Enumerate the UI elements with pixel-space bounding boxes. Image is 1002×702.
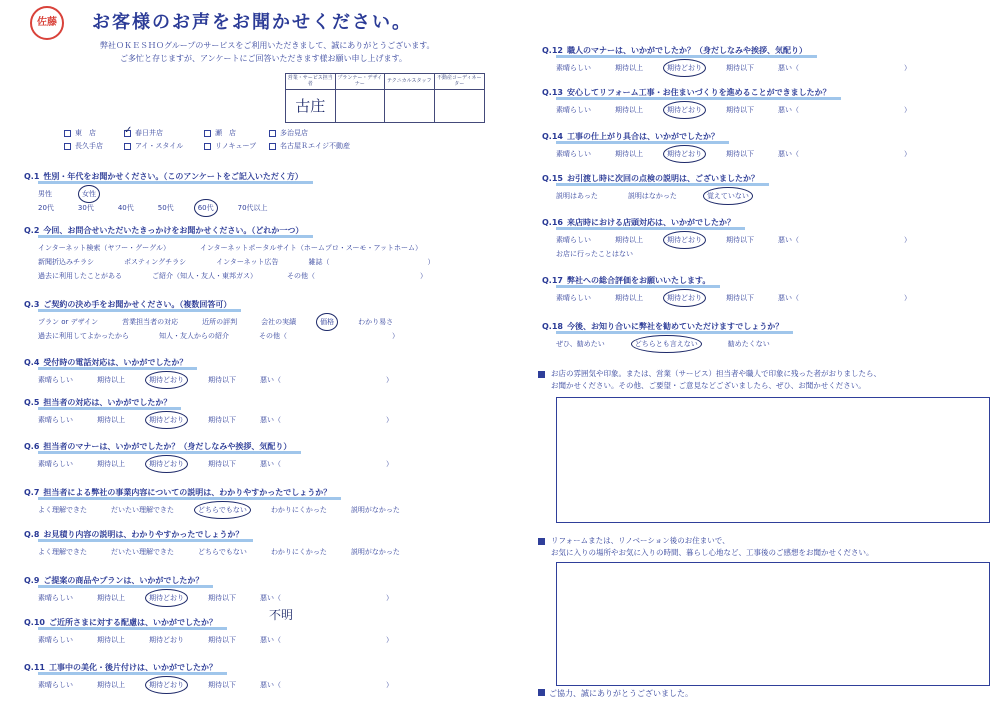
question-text: 今後、お知り合いに弊社を勧めていただけますでしょうか？: [566, 322, 784, 331]
answer-option[interactable]: 期待以下: [726, 64, 754, 72]
question-title: [542, 131, 723, 142]
question-text: ご提案の商品やプランは、いかがでしたか？: [43, 576, 204, 585]
store-option[interactable]: [124, 128, 204, 138]
answer-option[interactable]: 素晴らしい: [38, 460, 73, 468]
question-q17: [542, 268, 935, 303]
answer-option[interactable]: 期待どおり: [149, 376, 184, 384]
answer-option[interactable]: 期待どおり: [149, 681, 184, 689]
checkbox-icon[interactable]: [269, 143, 276, 150]
question-title: [542, 173, 763, 184]
answer-option[interactable]: 期待以下: [208, 681, 236, 689]
answer-option[interactable]: 雑誌（ ）: [308, 258, 435, 266]
answer-option[interactable]: だいたい理解できた: [111, 548, 174, 556]
answer-option[interactable]: 素晴らしい: [38, 681, 73, 689]
name-stamp: [30, 6, 64, 40]
store-label: アイ・スタイル: [135, 142, 184, 150]
question-q7: [24, 480, 424, 515]
question-text: 性別・年代をお聞かせください。（このアンケートをご記入いただく方）: [43, 172, 303, 181]
comment-section-2: [538, 535, 874, 559]
answer-option[interactable]: 70代以上: [237, 204, 268, 212]
staff-header: プランナー・デザイナー: [336, 74, 386, 90]
answer-option[interactable]: 期待どおり: [667, 106, 702, 114]
bullet-square-icon: [538, 538, 545, 545]
question-q3: [24, 292, 429, 341]
question-text: 工事中の美化・後片付けは、いかがでしたか？: [48, 663, 217, 672]
answer-option[interactable]: 会社の実績: [261, 318, 297, 326]
store-option[interactable]: [269, 128, 369, 138]
question-q13: [542, 80, 935, 115]
store-label: 春日井店: [135, 129, 163, 137]
store-checklist: [64, 128, 394, 151]
checkbox-icon[interactable]: [204, 130, 211, 137]
answer-option[interactable]: 素晴らしい: [38, 636, 73, 644]
question-text: 安心してリフォーム工事・お住まいづくりを進めることができましたか？: [566, 88, 831, 97]
answer-option[interactable]: 説明はあった: [556, 192, 598, 200]
answer-option[interactable]: 悪い（ ）: [778, 106, 911, 114]
answer-option[interactable]: 悪い（ ）: [260, 594, 393, 602]
answer-option[interactable]: わかりにくかった: [270, 506, 327, 514]
question-title: [24, 441, 295, 452]
answer-option[interactable]: ご紹介（知人・友人・東邦ガス）: [152, 272, 257, 280]
question-number: Q.9: [24, 576, 40, 585]
options-row: [542, 249, 935, 259]
answer-option[interactable]: 悪い（ ）: [260, 376, 393, 384]
options-row: [24, 375, 417, 385]
answer-option[interactable]: 素晴らしい: [556, 64, 591, 72]
answer-option[interactable]: 悪い（ ）: [778, 150, 911, 158]
answer-option[interactable]: 素晴らしい: [556, 106, 591, 114]
question-number: Q.6: [24, 442, 40, 451]
answer-option[interactable]: 素晴らしい: [556, 294, 591, 302]
store-label: 名古屋Ｒエイジ不動産: [280, 142, 350, 150]
answer-option[interactable]: わかりにくかった: [270, 548, 327, 556]
options-row: [542, 191, 779, 201]
staff-header: テクニカルスタッフ: [385, 74, 435, 90]
answer-option[interactable]: 期待以下: [208, 636, 236, 644]
answer-option[interactable]: どちらとも言えない: [634, 340, 698, 348]
options-row: [542, 339, 800, 349]
answer-option[interactable]: 女性: [82, 190, 96, 198]
store-option[interactable]: [64, 128, 124, 138]
staff-header: 不動産コーディネーター: [435, 74, 485, 90]
answer-option[interactable]: 期待以下: [726, 106, 754, 114]
answer-option[interactable]: 悪い（ ）: [778, 294, 911, 302]
answer-option[interactable]: わかり易さ: [358, 318, 394, 326]
options-row: [24, 593, 417, 603]
store-label: 長久手店: [75, 142, 103, 150]
answer-option[interactable]: インターネット広告: [216, 258, 279, 266]
checkbox-icon[interactable]: [64, 130, 71, 137]
answer-option[interactable]: 悪い（ ）: [260, 636, 393, 644]
answer-option[interactable]: 悪い（ ）: [260, 681, 393, 689]
staff-value[interactable]: [435, 90, 485, 122]
answer-option[interactable]: 期待どおり: [149, 460, 184, 468]
options-row: [24, 459, 417, 469]
question-number: Q.14: [542, 132, 563, 141]
question-q10: [24, 610, 417, 645]
question-text: 工事の仕上がり具合は、いかがでしたか？: [566, 132, 719, 141]
comment-box-1[interactable]: [556, 397, 990, 523]
answer-option[interactable]: 期待どおり: [667, 64, 702, 72]
question-q8: [24, 522, 424, 557]
question-text: ご近所さまに対する配慮は、いかがでしたか？: [48, 618, 217, 627]
answer-option[interactable]: 期待以上: [97, 681, 125, 689]
question-text: ご契約の決め手をお聞かせください。（複数回答可）: [43, 300, 232, 309]
question-number: Q.8: [24, 530, 40, 539]
question-number: Q.18: [542, 322, 563, 331]
answer-option[interactable]: 悪い（ ）: [260, 460, 393, 468]
comment2-line2: お気に入りの場所やお気に入りの時間、暮らし心地など、工事後のご感想をお聞かせください。: [551, 548, 874, 557]
question-title: [24, 662, 221, 673]
answer-option[interactable]: 期待以上: [97, 376, 125, 384]
options-row: [24, 547, 424, 557]
options-row: [542, 235, 935, 245]
question-title: [24, 617, 221, 628]
bullet-square-icon: [538, 371, 545, 378]
answer-option[interactable]: 男性: [38, 190, 52, 198]
answer-option[interactable]: よく理解できた: [38, 548, 87, 556]
question-number: Q.1: [24, 172, 40, 181]
question-number: Q.4: [24, 358, 40, 367]
answer-option[interactable]: 期待以上: [615, 294, 643, 302]
store-option[interactable]: [204, 128, 269, 138]
question-number: Q.15: [542, 174, 563, 183]
answer-option[interactable]: 知人・友人からの紹介: [159, 332, 229, 340]
question-q15: [542, 166, 779, 201]
question-number: Q.3: [24, 300, 40, 309]
answer-option[interactable]: 期待どおり: [667, 294, 702, 302]
question-text: 弊社への総合評価をお願いいたします。: [566, 276, 711, 285]
answer-option[interactable]: 40代: [117, 204, 134, 212]
answer-option[interactable]: どちらでもない: [198, 548, 247, 556]
question-text: 職人のマナーは、いかがでしたか？（身だしなみや挨拶、気配り）: [566, 46, 807, 55]
staff-value[interactable]: [385, 90, 435, 122]
question-number: Q.17: [542, 276, 563, 285]
answer-option[interactable]: 素晴らしい: [556, 150, 591, 158]
bullet-square-icon: [538, 689, 545, 696]
question-title: [24, 171, 307, 182]
options-row: [542, 63, 935, 73]
comment1-line2: お聞かせください。その他、ご要望・ご意見などございましたら、ぜひ、お聞かせください。: [551, 381, 866, 390]
answer-option[interactable]: 期待どおり: [149, 636, 184, 644]
answer-option[interactable]: 期待以上: [97, 416, 125, 424]
answer-option[interactable]: 期待以上: [97, 636, 125, 644]
question-q5: [24, 390, 417, 425]
answer-option[interactable]: 期待以上: [615, 236, 643, 244]
question-title: [24, 397, 175, 408]
options-row: [542, 149, 935, 159]
answer-option[interactable]: 20代: [38, 204, 54, 212]
checkbox-icon[interactable]: [124, 130, 131, 137]
staff-value[interactable]: 古庄: [286, 90, 336, 122]
options-row: [24, 505, 424, 515]
question-q11: [24, 655, 417, 690]
answer-option[interactable]: 悪い（ ）: [260, 416, 393, 424]
question-title: [24, 575, 207, 586]
question-text: 担当者のマナーは、いかがでしたか？（身だしなみや挨拶、気配り）: [43, 442, 292, 451]
question-number: Q.10: [24, 618, 45, 627]
options-row: [24, 243, 465, 253]
answer-option[interactable]: よく理解できた: [38, 506, 87, 514]
answer-option[interactable]: その他（ ）: [259, 332, 399, 340]
answer-option[interactable]: 30代: [77, 204, 94, 212]
answer-option[interactable]: 素晴らしい: [38, 376, 73, 384]
store-option[interactable]: [64, 141, 124, 151]
answer-option[interactable]: 期待以下: [208, 460, 236, 468]
answer-option[interactable]: 期待以上: [97, 460, 125, 468]
answer-option[interactable]: インターネットポータルサイト（ホームプロ・スーモ・アットホーム）: [199, 244, 422, 252]
answer-option[interactable]: 50代: [157, 204, 174, 212]
options-row: [24, 189, 307, 199]
question-number: Q.16: [542, 218, 563, 227]
question-title: [24, 225, 307, 236]
options-row: [24, 415, 417, 425]
answer-option[interactable]: 期待どおり: [149, 594, 184, 602]
checkbox-icon[interactable]: [124, 143, 131, 150]
options-row: [24, 331, 429, 341]
question-number: Q.7: [24, 488, 40, 497]
question-q18: [542, 314, 800, 349]
answer-option[interactable]: ぜひ、勧めたい: [556, 340, 605, 348]
answer-option[interactable]: 期待どおり: [149, 416, 184, 424]
question-q2: [24, 218, 465, 281]
options-row: [24, 317, 429, 327]
intro-line-2: ご多忙と存じますが、アンケートにご回答いただきます様お願い申し上げます。: [120, 54, 407, 63]
options-row: [24, 257, 465, 267]
answer-option[interactable]: 期待以下: [208, 376, 236, 384]
question-q6: [24, 434, 417, 469]
answer-option[interactable]: 勧めたくない: [727, 340, 770, 348]
answer-option[interactable]: 60代: [197, 204, 214, 212]
store-option[interactable]: [204, 141, 269, 151]
comment2-line1: リフォームまたは、リノベーション後のお住まいで、: [551, 536, 730, 545]
checkbox-icon[interactable]: [204, 143, 211, 150]
question-text: 来店時における店頭対応は、いかがでしたか？: [566, 218, 735, 227]
answer-option[interactable]: 期待以上: [615, 150, 643, 158]
store-label: 東 店: [75, 129, 96, 137]
footer: [538, 688, 693, 699]
answer-option[interactable]: 素晴らしい: [38, 594, 73, 602]
question-text: お見積り内容の説明は、わかりやすかったでしょうか？: [43, 530, 244, 539]
question-number: Q.13: [542, 88, 563, 97]
answer-option[interactable]: 素晴らしい: [556, 236, 591, 244]
question-text: 今回、お問合せいただいたきっかけをお聞かせください。（どれか一つ）: [43, 226, 304, 235]
checkbox-icon[interactable]: [64, 143, 71, 150]
answer-option[interactable]: 近所の評判: [202, 318, 238, 326]
question-q4: [24, 350, 417, 385]
options-row: [542, 293, 935, 303]
question-number: Q.5: [24, 398, 40, 407]
store-label: リノキューブ: [215, 142, 257, 150]
answer-option[interactable]: ポスティングチラシ: [124, 258, 187, 266]
answer-option[interactable]: インターネット検索（ヤフー・グーグル）: [38, 244, 170, 252]
question-text: 担当者による弊社の事業内容についての説明は、わかりやすかったでしょうか？: [43, 488, 332, 497]
answer-option[interactable]: 期待以下: [726, 294, 754, 302]
intro-line-1: 弊社ＯＫＥＳＨＯグループのサービスをご利用いただきまして、誠にありがとうございます。: [100, 41, 435, 50]
question-title: [542, 45, 811, 56]
answer-option[interactable]: 説明はなかった: [627, 192, 677, 200]
staff-value[interactable]: [336, 90, 386, 122]
answer-option[interactable]: だいたい理解できた: [111, 506, 174, 514]
stamp-text: 佐藤: [37, 17, 57, 28]
answer-option[interactable]: 期待どおり: [667, 150, 702, 158]
question-text: 担当者の対応は、いかがでしたか？: [43, 398, 172, 407]
staff-header: 営業・サービス担当者: [286, 74, 336, 90]
answer-option[interactable]: 過去に利用したことがある: [38, 272, 122, 280]
question-number: Q.2: [24, 226, 40, 235]
question-title: [24, 487, 335, 498]
question-q16: [542, 210, 935, 259]
question-text: 受付時の電話対応は、いかがでしたか？: [43, 358, 188, 367]
answer-option[interactable]: 過去に利用してよかったから: [38, 332, 129, 340]
question-title: [24, 299, 235, 310]
question-title: [24, 529, 247, 540]
answer-option[interactable]: プラン or デザイン: [38, 318, 99, 326]
question-text: お引渡し時に次回の点検の説明は、ございましたか？: [566, 174, 759, 183]
handwritten-note: 不明: [269, 608, 294, 622]
answer-option[interactable]: 悪い（ ）: [778, 236, 911, 244]
answer-option[interactable]: 悪い（ ）: [778, 64, 911, 72]
question-q1: [24, 164, 307, 213]
store-option[interactable]: [269, 141, 369, 151]
question-number: Q.11: [24, 663, 45, 672]
answer-option[interactable]: お店に行ったことはない: [556, 250, 633, 258]
answer-option[interactable]: 素晴らしい: [38, 416, 73, 424]
answer-option[interactable]: 説明がなかった: [350, 506, 400, 514]
checkbox-icon[interactable]: [269, 130, 276, 137]
answer-option[interactable]: どちらでもない: [198, 506, 247, 514]
answer-option[interactable]: その他（ ）: [287, 272, 427, 280]
question-title: [542, 217, 739, 228]
store-label: 多治見店: [280, 129, 308, 137]
options-row: [24, 203, 307, 213]
answer-option[interactable]: 期待以下: [726, 150, 754, 158]
answer-option[interactable]: 期待以下: [208, 594, 236, 602]
store-label: 瀬 店: [215, 129, 236, 137]
answer-option[interactable]: 期待以下: [208, 416, 236, 424]
answer-option[interactable]: 期待以上: [615, 64, 643, 72]
answer-option[interactable]: 価格: [320, 318, 335, 326]
answer-option[interactable]: 期待どおり: [667, 236, 702, 244]
question-q12: [542, 38, 935, 73]
comment1-line1: お店の雰囲気や印象。または、営業（サービス）担当者や職人で印象に残った者がおりましたら、: [551, 369, 881, 378]
staff-table: [285, 73, 485, 123]
options-row: [24, 680, 417, 690]
answer-option[interactable]: 覚えていない: [706, 192, 749, 200]
question-title: [542, 87, 835, 98]
question-title: [24, 357, 191, 368]
question-q14: [542, 124, 935, 159]
store-option[interactable]: [124, 141, 204, 151]
question-number: Q.12: [542, 46, 563, 55]
options-row: [24, 635, 417, 645]
comment-box-2[interactable]: [556, 562, 990, 686]
answer-option[interactable]: 期待以上: [615, 106, 643, 114]
question-q9: [24, 568, 417, 603]
footer-text: ご協力、誠にありがとうございました。: [549, 689, 693, 698]
options-row: [24, 271, 465, 281]
question-title: [542, 321, 787, 332]
options-row: [542, 105, 935, 115]
page-title: お客様のお声をお聞かせください。: [92, 12, 412, 33]
comment-section-1: [538, 368, 881, 392]
answer-option[interactable]: 期待以下: [726, 236, 754, 244]
answer-option[interactable]: 営業担当者の対応: [122, 318, 179, 326]
answer-option[interactable]: 期待以上: [97, 594, 125, 602]
question-title: [542, 275, 714, 286]
answer-option[interactable]: 新聞折込みチラシ: [38, 258, 94, 266]
answer-option[interactable]: 説明がなかった: [350, 548, 400, 556]
